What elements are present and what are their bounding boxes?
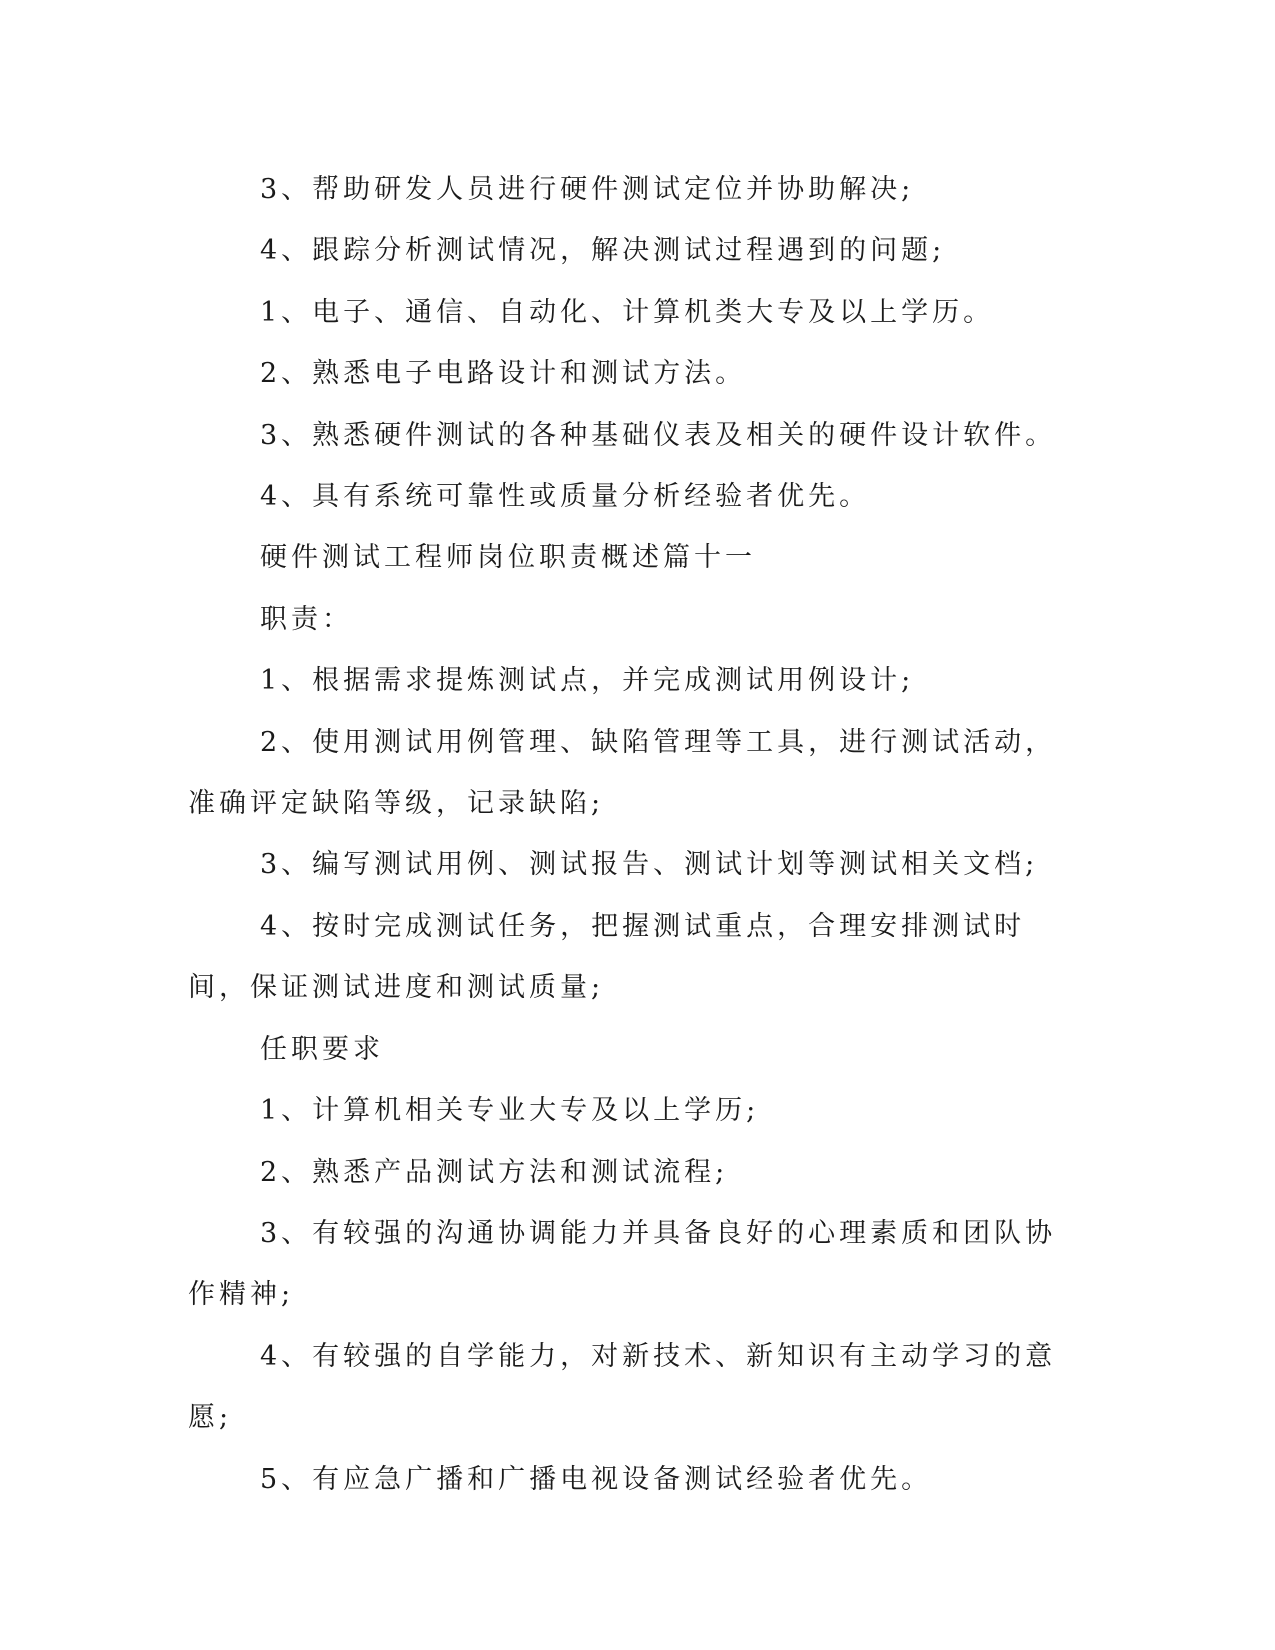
paragraph: 4、跟踪分析测试情况，解决测试过程遇到的问题; [260,235,946,267]
paragraph: 5、有应急广播和广播电视设备测试经验者优先。 [260,1463,933,1495]
paragraph: 1、计算机相关专业大专及以上学历; [260,1095,760,1127]
paragraph: 3、有较强的沟通协调能力并具备良好的心理素质和团队协作精神; [188,1217,1057,1311]
paragraph: 1、电子、通信、自动化、计算机类大专及以上学历。 [260,296,995,328]
paragraph: 3、帮助研发人员进行硬件测试定位并协助解决; [260,174,915,205]
subsection-heading: 任职要求 [260,1033,384,1065]
paragraph: 2、熟悉电子电路设计和测试方法。 [260,358,747,390]
section-heading: 硬件测试工程师岗位职责概述篇十一 [260,542,756,574]
paragraph: 3、编写测试用例、测试报告、测试计划等测试相关文档; [260,849,1039,881]
subsection-heading: 职责： [260,603,353,635]
document-body [188,159,1058,1510]
paragraph: 4、具有系统可靠性或质量分析经验者优先。 [260,481,871,513]
paragraph: 3、熟悉硬件测试的各种基础仪表及相关的硬件设计软件。 [260,419,1057,451]
paragraph: 4、按时完成测试任务，把握测试重点，合理安排测试时间，保证测试进度和测试质量; [188,910,1026,1004]
paragraph: 2、熟悉产品测试方法和测试流程; [260,1156,729,1188]
paragraph: 4、有较强的自学能力，对新技术、新知识有主动学习的意愿; [188,1340,1057,1434]
paragraph: 2、使用测试用例管理、缺陷管理等工具，进行测试活动，准确评定缺陷等级，记录缺陷; [188,726,1057,820]
paragraph: 1、根据需求提炼测试点，并完成测试用例设计; [260,665,915,697]
